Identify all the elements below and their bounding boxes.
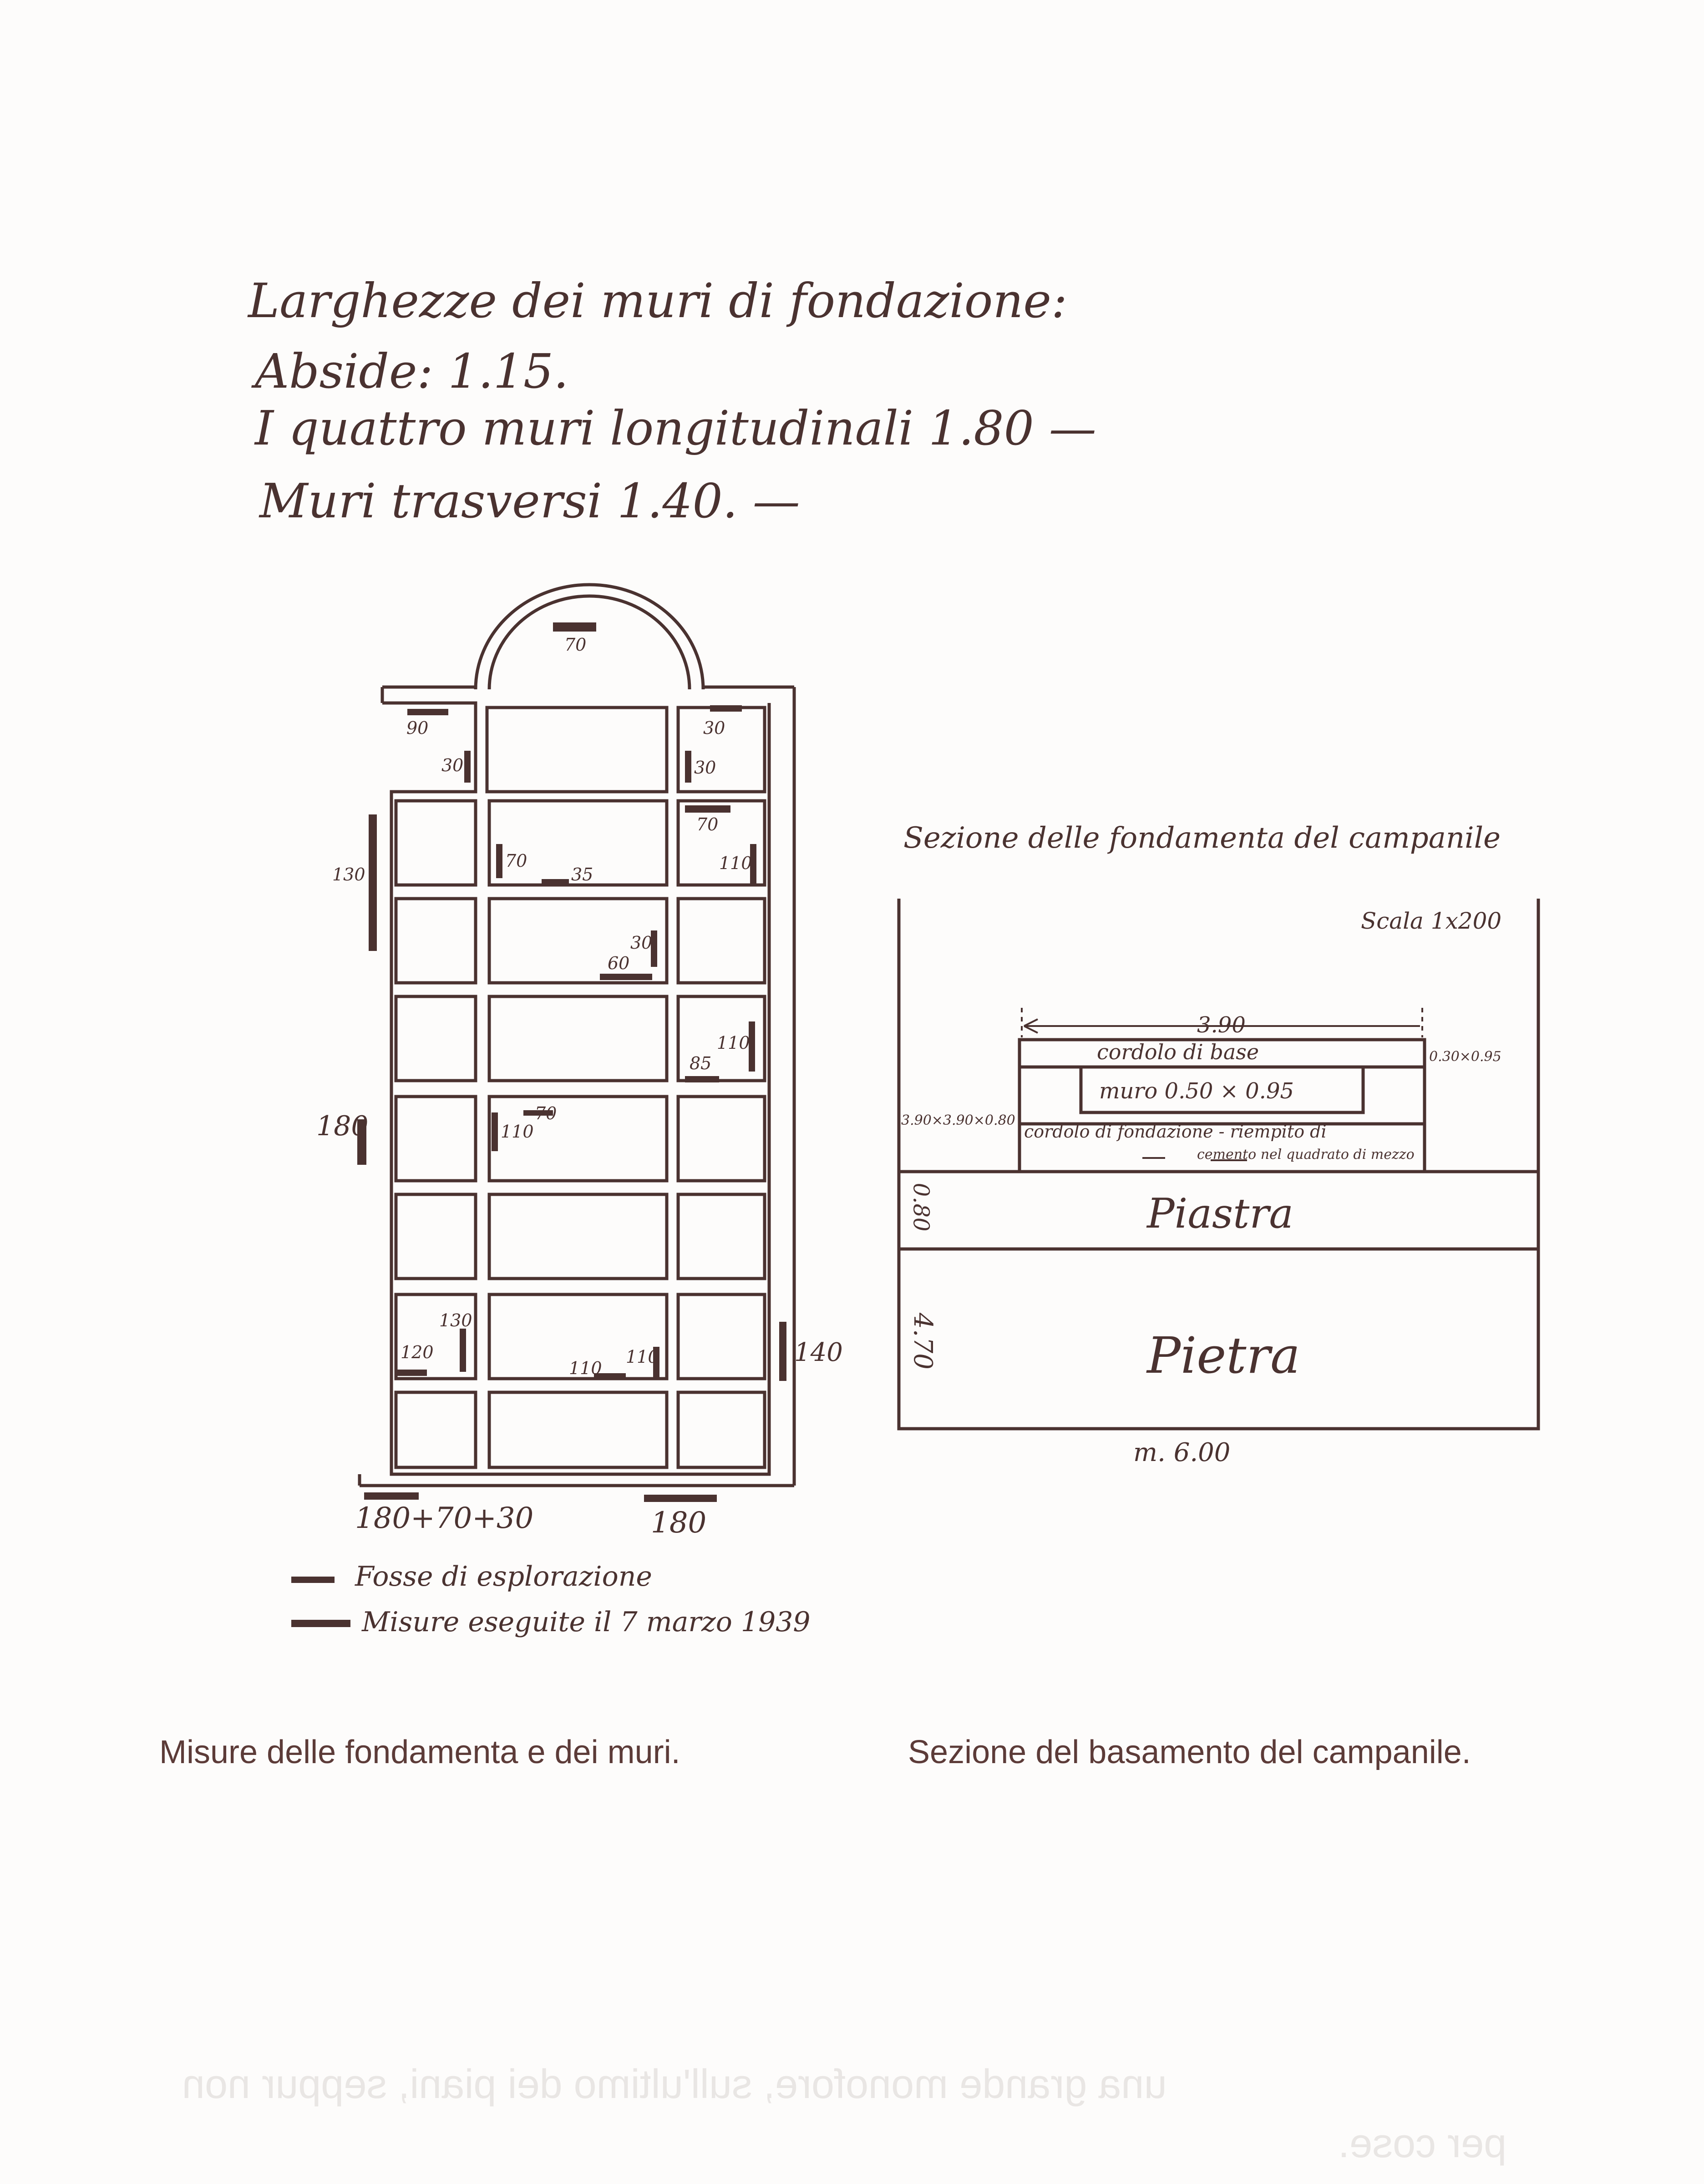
plan-label: 70 [535, 1103, 557, 1123]
plan-label: 110 [626, 1347, 659, 1367]
plan-label: 110 [569, 1358, 602, 1378]
plan-label: 60 [608, 953, 630, 973]
section-left-dim: 3.90×3.90×0.80 [901, 1112, 1015, 1128]
plan-label: 130 [439, 1310, 472, 1330]
plan-label: 110 [717, 1033, 750, 1053]
plan-label: 180 [316, 1110, 369, 1142]
section-dim-piastra: 0.80 [908, 1183, 934, 1232]
plan-bottom-note: 180+70+30 [355, 1502, 534, 1535]
section-cordolo-base: cordolo di base [1097, 1040, 1259, 1064]
caption-right: Sezione del basamento del campanile. [908, 1734, 1471, 1770]
plan-label: 120 [401, 1342, 434, 1362]
plan-label: 70 [696, 814, 719, 834]
legend-pits: Fosse di esplorazione [355, 1561, 652, 1592]
section-fond-line-1: cordolo di fondazione - riempito di [1024, 1122, 1327, 1142]
plan-label: 140 [794, 1338, 843, 1367]
plan-label: 30 [630, 933, 653, 953]
caption-left: Misure delle fondamenta e dei muri. [159, 1734, 680, 1770]
plan-label: 110 [719, 853, 752, 873]
section-title: Sezione delle fondamenta del campanile [903, 821, 1501, 855]
section-muro: muro 0.50 × 0.95 [1099, 1078, 1294, 1104]
section-scale: Scala 1x200 [1361, 908, 1502, 934]
section-pietra: Pietra [1147, 1326, 1300, 1385]
heading-line-3: I quattro muri longitudinali 1.80 — [255, 400, 1096, 456]
plan-label: 110 [501, 1122, 534, 1142]
bleed-through-line-1: una grande monofore, sull'ultimo dei piani, seppur non [182, 2062, 1167, 2107]
heading-line-4: Muri trasversi 1.40. — [259, 473, 800, 529]
plan-label: 35 [571, 864, 593, 885]
legend-measure: Misure eseguite il 7 marzo 1939 [362, 1606, 811, 1638]
plan-bottom-right: 180 [651, 1506, 707, 1540]
plan-label: 30 [703, 718, 725, 738]
section-fond-line-2: cemento nel quadrato di mezzo [1197, 1147, 1415, 1163]
plan-label: 90 [406, 718, 429, 738]
bleed-through-line-2: per cose. [1338, 2121, 1507, 2166]
plan-label: 30 [441, 755, 464, 775]
section-right-dim: 0.30×0.95 [1429, 1049, 1501, 1065]
section-dim-pietra: 4.70 [908, 1313, 938, 1370]
heading-line-1: Larghezze dei muri di fondazione: [248, 273, 1067, 329]
section-piastra: Piastra [1147, 1190, 1294, 1238]
plan-label: 30 [694, 758, 716, 778]
plan-label: 70 [564, 635, 587, 655]
section-dim-top: 3.90 [1197, 1012, 1246, 1038]
plan-label: 85 [690, 1053, 712, 1073]
heading-line-2: Abside: 1.15. [255, 344, 569, 399]
plan-label: 130 [332, 864, 365, 885]
plan-label: 70 [505, 851, 527, 871]
section-width: m. 6.00 [1133, 1438, 1231, 1467]
